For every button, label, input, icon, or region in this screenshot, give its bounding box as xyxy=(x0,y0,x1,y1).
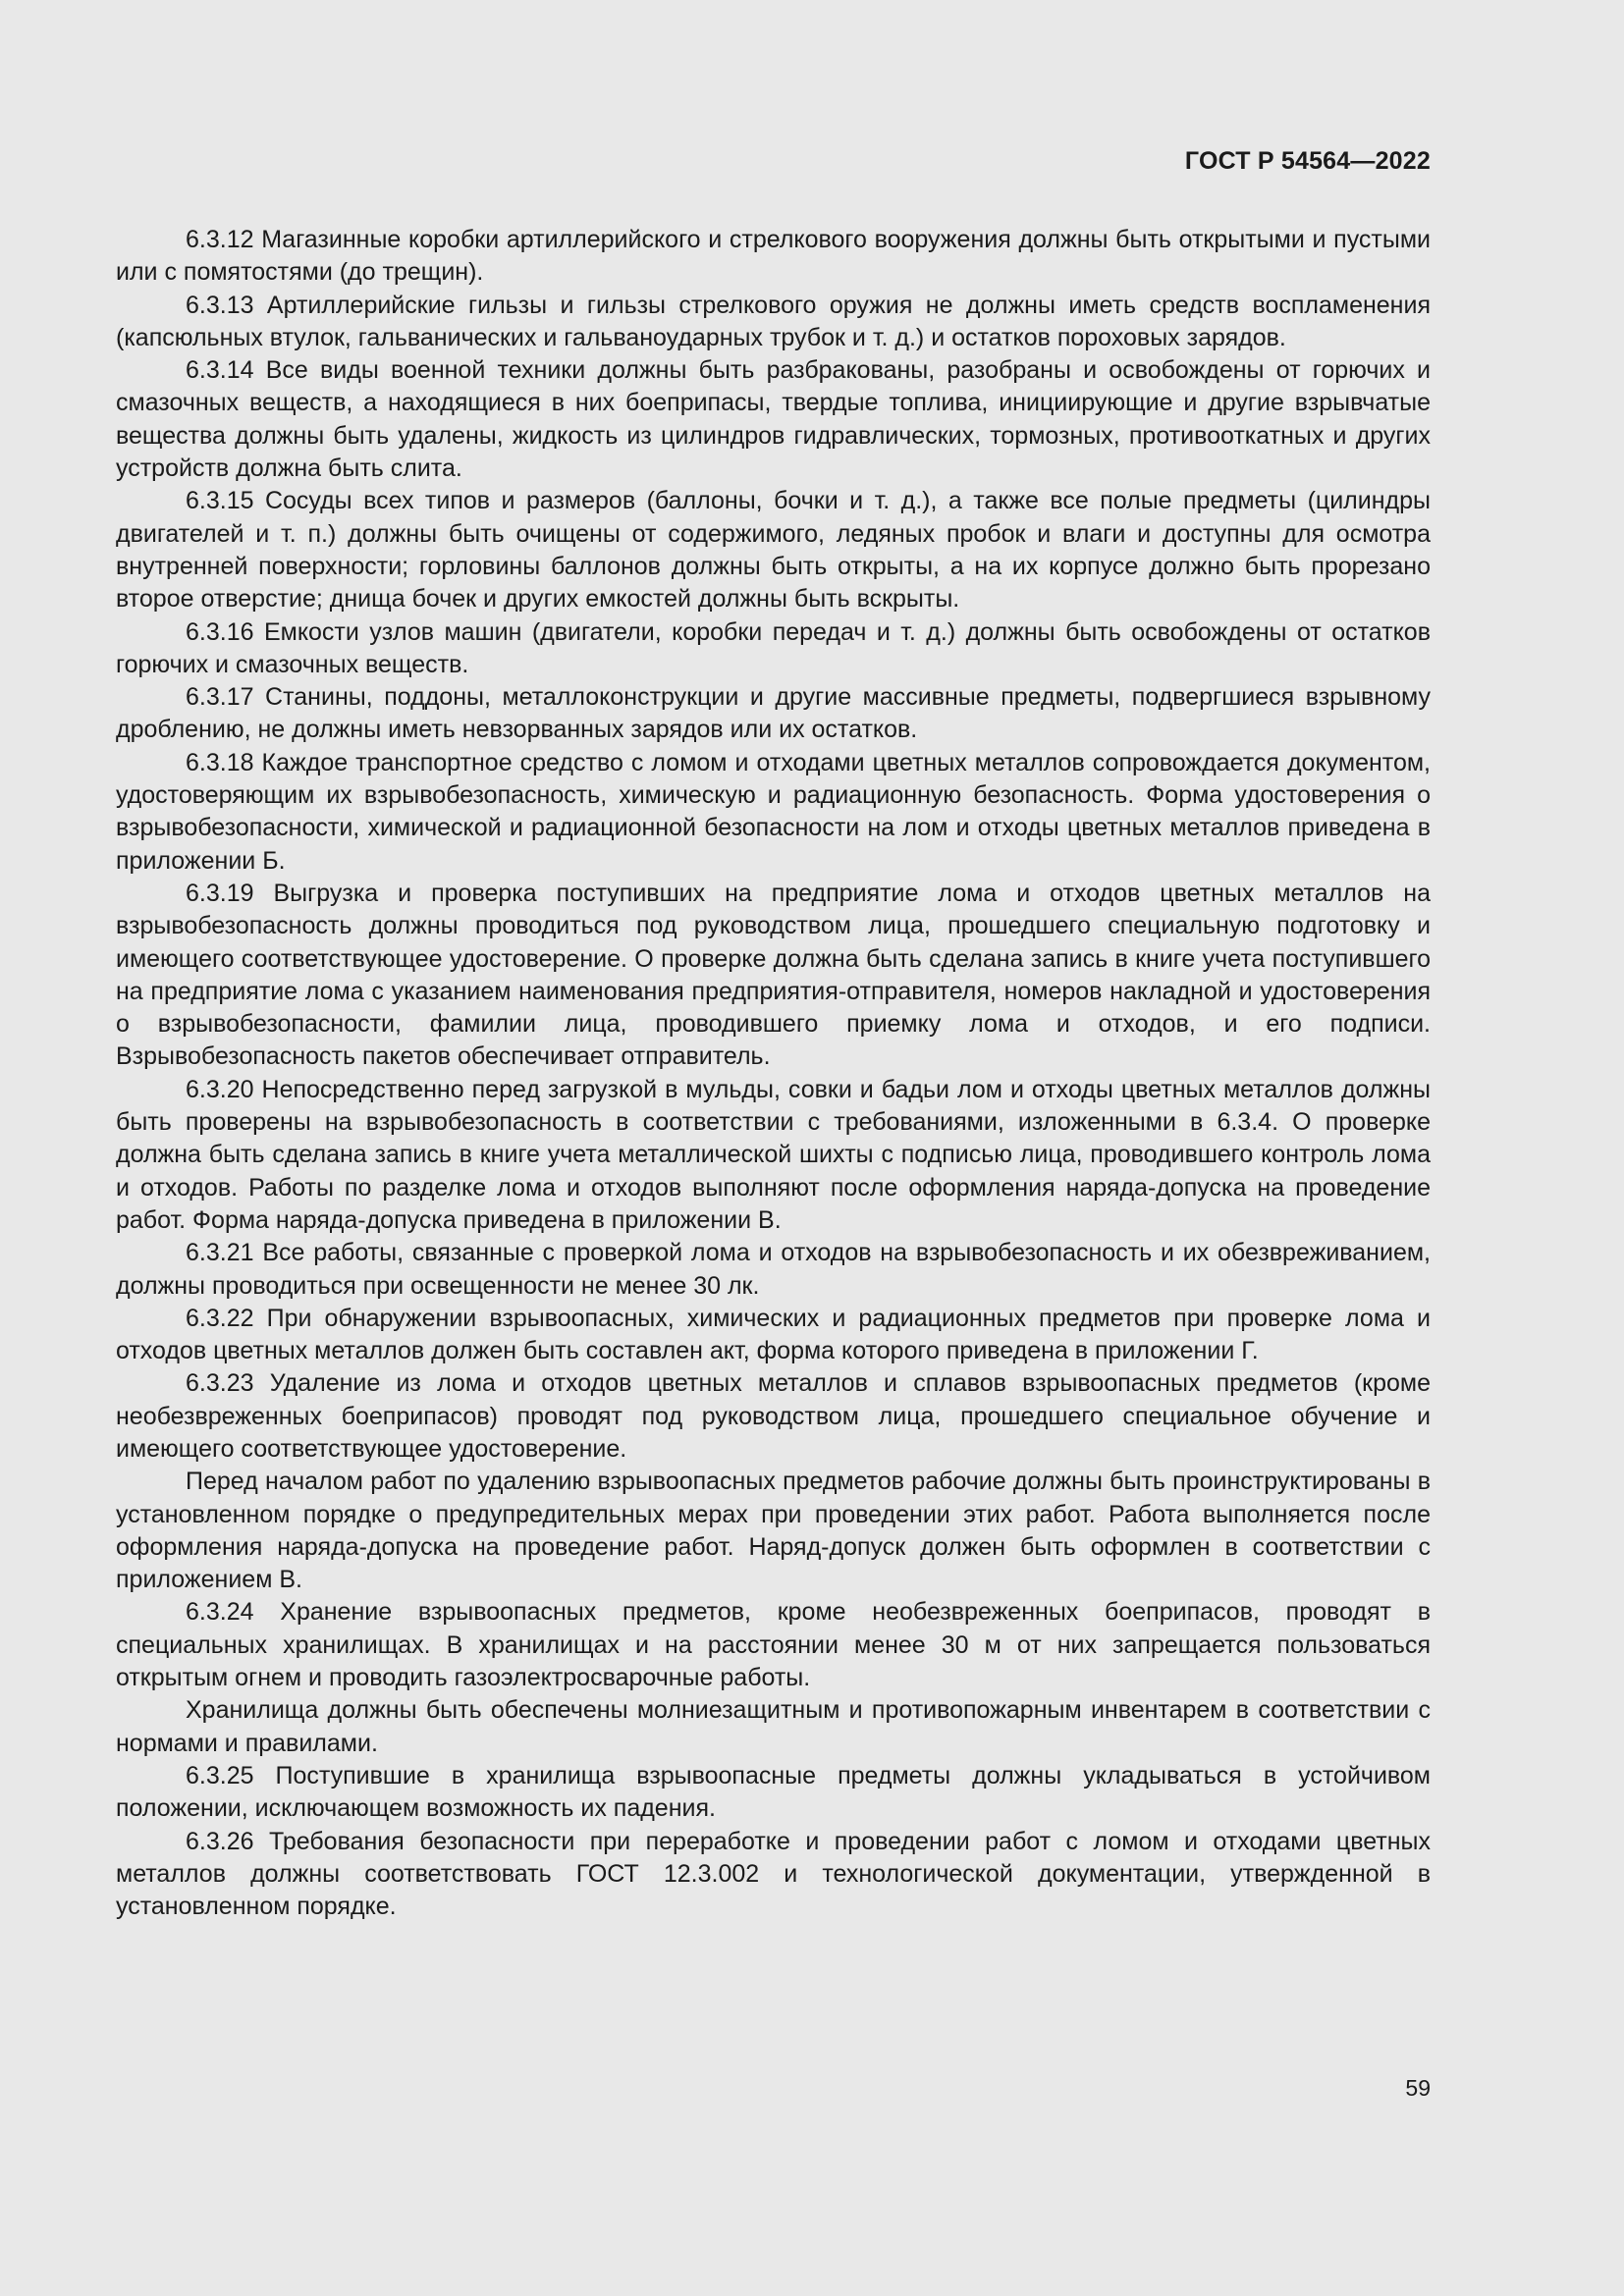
paragraph-6-3-23-continued: Перед началом работ по удалению взрывоопасных предметов рабочие должны быть проинструктированы в установленном порядке о предупредительных мерах при проведении этих работ. Работа выполняется после оформления наряда-допуска на проведение работ. Наряд-допуск должен быть оформлен в соответствии с приложением В. xyxy=(116,1468,1431,1594)
paragraph-6-3-15: 6.3.15 Сосуды всех типов и размеров (баллоны, бочки и т. д.), а также все полые предметы (цилиндры двигателей и т. п.) должны быть очищены от содержимого, ледяных пробок и влаги и доступны для осмотра внутренней поверхности; горловины баллонов должны быть открыты, а на их корпусе должно быть прорезано второе отверстие; днища бочек и других емкостей должны быть вскрыты. xyxy=(116,487,1431,614)
paragraph-6-3-23: 6.3.23 Удаление из лома и отходов цветных металлов и сплавов взрывоопасных предметов (кроме необезвреженных боеприпасов) проводят под руководством лица, прошедшего специальное обучение и имеющего соответствующее удостоверение. xyxy=(116,1369,1431,1463)
paragraph-6-3-24-continued: Хранилища должны быть обеспечены молниезащитным и противопожарным инвентарем в соответствии с нормами и правилами. xyxy=(116,1696,1431,1757)
paragraph-6-3-16: 6.3.16 Емкости узлов машин (двигатели, коробки передач и т. д.) должны быть освобождены от остатков горючих и смазочных веществ. xyxy=(116,617,1431,678)
paragraph-6-3-20: 6.3.20 Непосредственно перед загрузкой в мульды, совки и бадьи лом и отходы цветных металлов должны быть проверены на взрывобезопасность в соответствии с требованиями, изложенными в 6.3.4. О проверке должна быть сделана запись в книге учета металлической шихты с подписью лица, проводившего контроль лома и отходов. Работы по разделке лома и отходов выполняют после оформления наряда-допуска на проведение работ. Форма наряда-допуска приведена в приложении В. xyxy=(116,1075,1431,1234)
paragraph-6-3-13: 6.3.13 Артиллерийские гильзы и гильзы стрелкового оружия не должны иметь средств воспламенения (капсюльных втулок, гальванических и гальваноударных трубок и т. д.) и остатков пороховых зарядов. xyxy=(116,291,1431,351)
paragraph-6-3-25: 6.3.25 Поступившие в хранилища взрывоопасные предметы должны укладываться в устойчивом положении, исключающем возможность их падения. xyxy=(116,1761,1431,1823)
paragraph-6-3-18: 6.3.18 Каждое транспортное средство с ломом и отходами цветных металлов сопровождается документом, удостоверяющим их взрывобезопасность, химическую и радиационную безопасность. Форма удостоверения о взрывобезопасности, химической и радиационной безопасности на лом и отходы цветных металлов приведена в приложении Б. xyxy=(116,748,1431,875)
paragraph-6-3-22: 6.3.22 При обнаружении взрывоопасных, химических и радиационных предметов при проверке лома и отходов цветных металлов должен быть составлен акт, форма которого приведена в приложении Г. xyxy=(116,1304,1431,1365)
paragraph-6-3-19: 6.3.19 Выгрузка и проверка поступивших на предприятие лома и отходов цветных металлов на взрывобезопасность должны проводиться под руководством лица, прошедшего специальную подготовку и имеющего соответствующее удостоверение. О проверке должна быть сделана запись в книге учета поступившего на предприятие лома с указанием наименования предприятия-отправителя, номеров накладной и удостоверения о взрывобезопасности, фамилии лица, проводившего приемку лома и отходов, и его подписи. Взрывобезопасность пакетов обеспечивает отправитель. xyxy=(116,879,1431,1071)
paragraph-6-3-17: 6.3.17 Станины, поддоны, металлоконструкции и другие массивные предметы, подвергшиеся взрывному дроблению, не должны иметь невзорванных зарядов или их остатков. xyxy=(116,683,1431,744)
paragraph-6-3-14: 6.3.14 Все виды военной техники должны быть разбракованы, разобраны и освобождены от горючих и смазочных веществ, а находящиеся в них боеприпасы, твердые топлива, инициирующие и другие взрывчатые вещества должны быть удалены, жидкость из цилиндров гидравлических, тормозных, противооткатных и других устройств должна быть слита. xyxy=(116,356,1431,483)
paragraph-6-3-21: 6.3.21 Все работы, связанные с проверкой лома и отходов на взрывобезопасность и их обезвреживанием, должны проводиться при освещенности не менее 30 лк. xyxy=(116,1239,1431,1300)
document-body xyxy=(116,224,1431,1923)
paragraph-6-3-26: 6.3.26 Требования безопасности при переработке и проведении работ с ломом и отходами цветных металлов должны соответствовать ГОСТ 12.3.002 и технологической документации, утвержденной в установленном порядке. xyxy=(116,1827,1431,1921)
document-header: ГОСТ Р 54564—2022 xyxy=(1184,147,1431,175)
paragraph-6-3-12: 6.3.12 Магазинные коробки артиллерийского и стрелкового вооружения должны быть открытыми и пустыми или с помятостями (до трещин). xyxy=(116,226,1431,287)
page-number: 59 xyxy=(1405,2075,1431,2101)
paragraph-6-3-24: 6.3.24 Хранение взрывоопасных предметов, кроме необезвреженных боеприпасов, проводят в специальных хранилищах. В хранилищах и на расстоянии менее 30 м от них запрещается пользоваться открытым огнем и проводить газоэлектросварочные работы. xyxy=(116,1598,1431,1692)
